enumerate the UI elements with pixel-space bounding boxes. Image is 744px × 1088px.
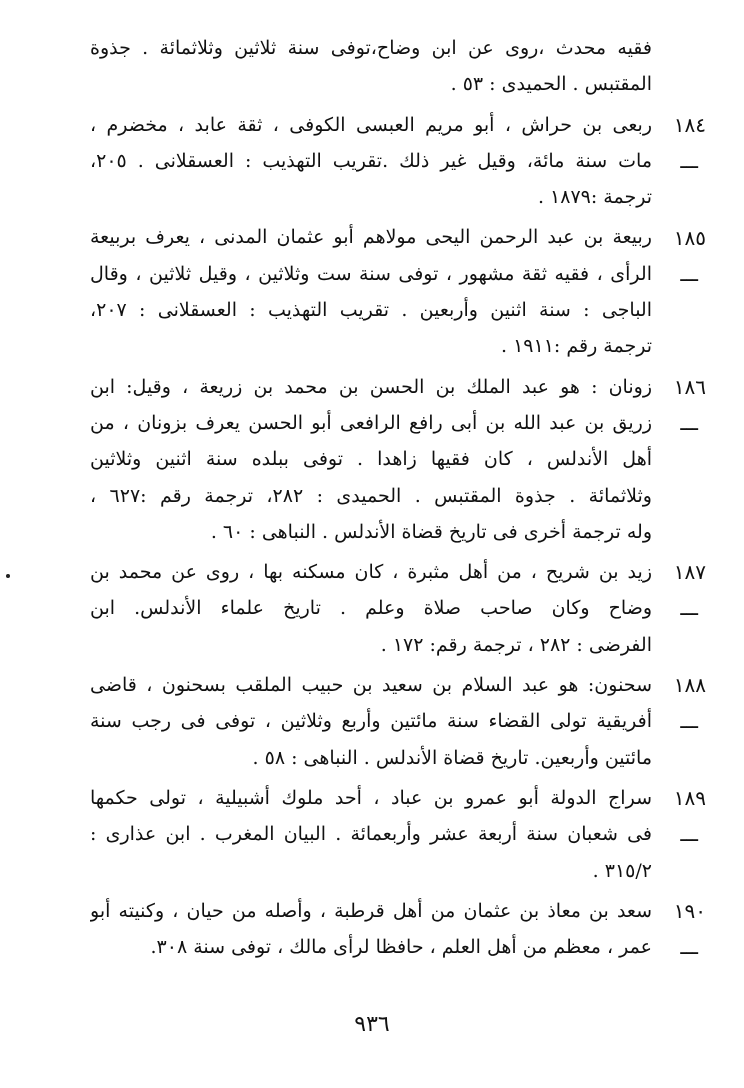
entry-number-value: ١٨٩ (673, 786, 706, 810)
entry-text-line: ترجمة رقم :١٩١١ . (501, 335, 652, 358)
entry-text-line: أفريقية تولى القضاء سنة مائتين وأربع وثلاثين ، توفى فى رجب سنة (90, 710, 652, 733)
entry-number (650, 369, 706, 442)
entry-text-line: زيد بن شريح ، من أهل مثبرة ، كان مسكنه بها ، روى عن محمد بن (90, 561, 652, 584)
entry-dash: ـــ (680, 822, 698, 847)
entry-number-value: ١٨٤ (673, 112, 706, 137)
entry-text-line: عمر ، معظم من أهل العلم ، حافظا لرأى مالك ، توفى سنة ٣٠٨. (150, 936, 652, 959)
entry-text-line: الفرضى : ٢٨٢ ، ترجمة رقم: ١٧٢ . (380, 633, 652, 656)
entry-number (650, 667, 706, 740)
entry-text-line: ترجمة :١٨٧٩ . (537, 186, 652, 209)
entry-number-value: ١٩٠ (673, 898, 706, 923)
entry-number-value: ١٨٦ (673, 374, 706, 399)
entry-text-line: ربيعة بن عبد الرحمن اليحى مولاهم أبو عثمان المدنى ، يعرف بربيعة (90, 226, 652, 249)
entry-text-line: مائتين وأربعين. تاريخ قضاة الأندلس . النباهى : ٥٨ . (252, 746, 652, 769)
entry-text-line: أهل الأندلس ، كان فقيها زاهدا . توفى ببلده سنة اثنين وثلاثين (90, 448, 652, 471)
entry-text-line: فقيه محدث ،روى عن ابن وضاح،توفى سنة ثلاثين وثلاثمائة . جذوة (90, 37, 652, 59)
entry-text-line: ربعى بن حراش ، أبو مريم العبسى الكوفى ، ثقة عابد ، مخضرم ، (90, 113, 652, 136)
entry-text-line: الباجى : سنة اثنين وأربعين . تقريب التهذيب : العسقلانى : ٢٠٧، (90, 299, 652, 322)
footnotes-body (90, 30, 652, 965)
page-number: ٩٣٦ (354, 1012, 390, 1037)
entry-number (650, 554, 706, 627)
entry-text-line: سعد بن معاذ بن عثمان من أهل قرطبة ، وأصله من حيان ، وكنيته أبو (90, 899, 652, 922)
entry-dash: ـــ (680, 935, 698, 960)
entry-text-line: زريق بن عبد الله بن أبى رافع الرافعى أبو الحسن يعرف بزونان ، من (90, 411, 652, 434)
footnote-entry (90, 780, 652, 889)
footnote-entry (90, 369, 652, 550)
margin-mark (6, 574, 10, 578)
entry-number-value: ١٨٨ (673, 673, 706, 698)
entry-number (650, 780, 706, 853)
entry-text-line: سراج الدولة أبو عمرو بن عباد ، أحد ملوك أشبيلية ، تولى حكمها (90, 786, 652, 809)
entry-text-line: ٣١٥/٢ . (592, 859, 652, 882)
footnote-entry (90, 554, 652, 663)
entry-dash: ـــ (680, 148, 698, 173)
footnote-entry (90, 219, 652, 364)
entry-text-line: مات سنة مائة، وقيل غير ذلك .تقريب التهذيب : العسقلانى . ٢٠٥، (90, 149, 652, 172)
entry-text-line: وثلاثمائة . جذوة المقتبس . الحميدى : ٢٨٢، ترجمة رقم :٦٢٧ ، (90, 484, 652, 507)
entry-dash: ـــ (680, 261, 698, 286)
footnote-entry (90, 893, 652, 966)
entry-number (650, 220, 706, 293)
entry-dash: ـــ (680, 410, 698, 435)
entry-dash: ـــ (680, 596, 698, 621)
entry-number (650, 893, 706, 966)
entry-text-line: سحنون: هو عبد السلام بن سعيد بن حبيب الملقب بسحنون ، قاضى (90, 674, 652, 697)
entry-text-line: فى شعبان سنة أربعة عشر وأربعمائة . البيان المغرب . ابن عذارى : (90, 823, 652, 846)
footnote-entry (90, 107, 652, 216)
entry-text-line: وله ترجمة أخرى فى تاريخ قضاة الأندلس . النباهى : ٦٠ . (210, 520, 652, 543)
entry-text-line: وضاح وكان صاحب صلاة وعلم . تاريخ علماء الأندلس. ابن (90, 597, 652, 620)
entry-text-line: الرأى ، فقيه ثقة مشهور ، توفى سنة ست وثلاثين ، وقيل ثلاثين ، وقال (90, 262, 652, 285)
entry-number (650, 107, 706, 180)
entry-number-value: ١٨٧ (673, 560, 706, 585)
footnote-entry (90, 30, 652, 103)
footnote-entry (90, 667, 652, 776)
entry-dash: ـــ (680, 709, 698, 734)
entry-text-line: زونان : هو عبد الملك بن الحسن بن محمد بن زريعة ، وقيل: ابن (90, 375, 652, 398)
entry-text-line: المقتبس . الحميدى : ٥٣ . (450, 73, 652, 96)
entry-number-value: ١٨٥ (673, 225, 706, 250)
